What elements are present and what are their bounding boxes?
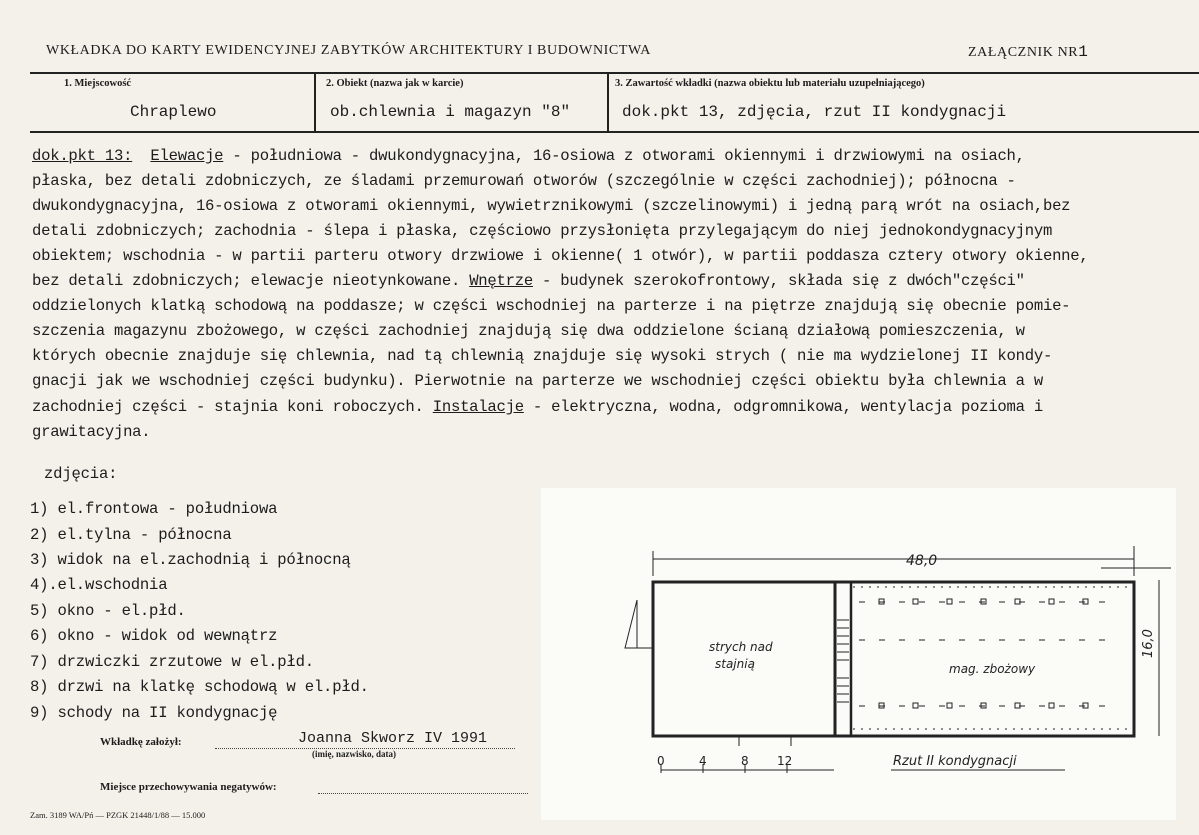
photo-item: 3) widok na el.zachodnią i północną [30, 551, 351, 569]
document-title: WKŁADKA DO KARTY EWIDENCYJNEJ ZABYTKÓW ARCHITEKTURY I BUDOWNICTWA [46, 43, 651, 58]
floor-plan [541, 488, 1176, 820]
photo-item: 9) schody na II kondygnację [30, 704, 278, 722]
body-line-7: oddzielonych klatką schodową na poddasze; w części wschodniej na parterze i na piętrze znajdują się obecnie pomie- [32, 297, 1071, 315]
body-line-11 [32, 398, 1043, 416]
plan-scale-label: 4 [699, 754, 707, 768]
plan-scale-label: 12 [777, 754, 793, 768]
field-value-place: Chraplewo [130, 103, 217, 121]
heading-instalacje: Instalacje [432, 398, 524, 416]
field-value-object: ob.chlewnia i magazyn "8" [330, 103, 571, 121]
plan-scale-label: 8 [741, 754, 749, 768]
plan-room-right: mag. zbożowy [949, 662, 1036, 676]
body-text-6a: bez detali zdobniczych; elewacje nieotynkowane. [32, 272, 470, 290]
photo-item: 5) okno - el.płd. [30, 602, 186, 620]
attachment-text: ZAŁĄCZNIK NR [968, 45, 1079, 60]
photo-item: 6) okno - widok od wewnątrz [30, 627, 278, 645]
storage-underline [318, 793, 528, 794]
body-line-12: grawitacyjna. [32, 423, 151, 441]
body-line-5: obiektem; wschodnia - w partii parteru otwory drzwiowe i okienne( 1 otwór), w partii poddasza cztery otwory okienne, [32, 247, 1089, 265]
founded-caption: (imię, nazwisko, data) [312, 749, 396, 759]
table-top-line [30, 72, 1199, 74]
plan-room-left-line2: stajnią [715, 657, 755, 671]
field-label-place: 1. Miejscowość [64, 78, 132, 89]
heading-wnetrze: Wnętrze [469, 272, 533, 290]
doc-ref: dok.pkt 13: [32, 147, 133, 165]
field-label-object: 2. Obiekt (nazwa jak w karcie) [326, 78, 464, 89]
body-line-4: detali zdobniczych; zachodnia - ślepa i płaska, częściowo przysłonięta przylegającym do niej jednokondygnacyjnym [32, 222, 1053, 240]
founded-label: Wkładkę założył: [100, 736, 182, 748]
field-value-content: dok.pkt 13, zdjęcia, rzut II kondygnacji [622, 103, 1007, 121]
photo-item: 1) el.frontowa - południowa [30, 500, 278, 518]
col-divider-2 [607, 74, 609, 131]
field-label-content: 3. Zawartość wkładki (nazwa obiektu lub materiału uzupełniającego) [615, 78, 925, 89]
body-line-9: których obecnie znajduje się chlewnia, nad tą chlewnią znajduje się wysoki strych ( nie ma wydzielonej II kondy- [32, 347, 1053, 365]
body-text-6b: - budynek szerokofrontowy, składa się z dwóch"części" [532, 272, 1025, 290]
body-line-10: gnacji jak we wschodniej części budynku). Pierwotnie na parterze we wschodniej części obiektu była chlewnia a w [32, 372, 1043, 390]
body-text-11b: - elektryczna, wodna, odgromnikowa, wentylacja pozioma i [523, 398, 1043, 416]
plan-dimension-width: 48,0 [906, 553, 938, 569]
plan-dimension-depth: 16,0 [1141, 629, 1156, 658]
founded-value: Joanna Skworz IV 1991 [298, 730, 488, 747]
photo-item: 2) el.tylna - północna [30, 526, 232, 544]
body-line-3: dwukondygnacyjna, 16-osiowa z otworami okiennymi, wywietrznikowymi (szczelinowymi) i jedną parą wrót na osiach,bez [32, 197, 1071, 215]
table-bottom-line [30, 131, 1199, 133]
body-line-2: płaska, bez detali zdobniczych, ze śladami przemurowań otworów (szczególnie w części zachodniej); północna - [32, 172, 1016, 190]
plan-scale-label: 0 [657, 754, 665, 768]
photo-item: 8) drzwi na klatkę schodową w el.płd. [30, 678, 369, 696]
body-line-8: szczenia magazynu zbożowego, w części zachodniej znajdują się dwa oddzielone ścianą działową pomieszczenia, w [32, 322, 1025, 340]
photo-item: 4).el.wschodnia [30, 576, 168, 594]
plan-caption: Rzut II kondygnacji [893, 754, 1017, 769]
attachment-number: 1 [1078, 43, 1089, 61]
attachment-label [968, 43, 1088, 61]
body-line-1 [32, 147, 1025, 165]
floor-plan-drawing [541, 488, 1176, 820]
col-divider-1 [314, 74, 316, 131]
photo-item: 7) drzwiczki zrzutowe w el.płd. [30, 653, 314, 671]
print-note: Zam. 3189 WA/Pń — PZGK 21448/1/88 — 15.000 [30, 810, 206, 820]
plan-room-left-line1: strych nad [709, 640, 773, 654]
body-text-1: - południowa - dwukondygnacyjna, 16-osiowa z otworami okiennymi i drzwiowymi na osiach, [223, 147, 1025, 165]
photos-title: zdjęcia: [44, 465, 118, 483]
body-text-11a: zachodniej części - stajnia koni roboczych. [32, 398, 433, 416]
storage-label: Miejsce przechowywania negatywów: [100, 781, 277, 793]
heading-elewacje: Elewacje [150, 147, 224, 165]
body-line-6 [32, 272, 1025, 290]
